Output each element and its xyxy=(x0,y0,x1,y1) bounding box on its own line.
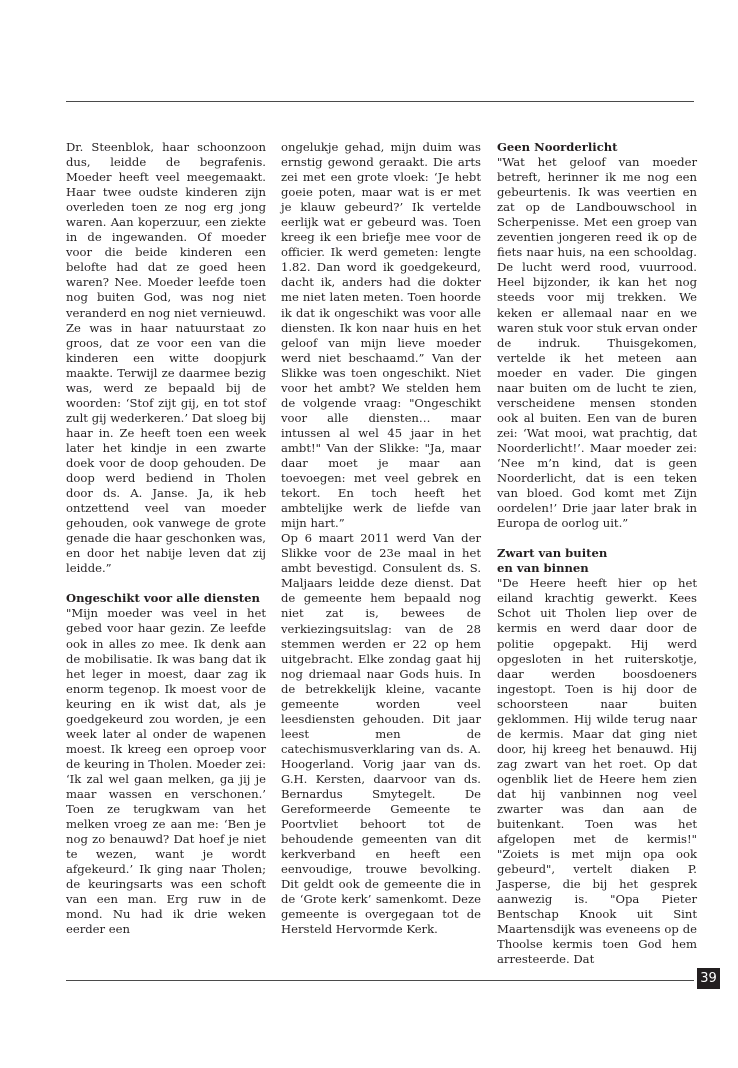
paragraph: ongelukje gehad, mijn duim was ernstig gewond geraakt. Die arts zei met een grote vloek: ‘Je hebt goeie poten, maar wat is er met je klauw gebeurd?’ Ik vertelde eerlijk wat er gebeurd was. Toen kreeg ik een briefje mee voor de officier. Ik werd gemeten: lengte 1.82. Dan word ik goedgekeurd, dacht ik, anders had die dokter me niet laten meten. Toen hoorde ik dat ik ongeschikt was voor alle diensten. Ik kon naar huis en het geloof van mijn lieve moeder werd niet beschaamd.” Van der Slikke was toen ongeschikt. Niet voor het ambt? We stelden hem de volgende vraag: "Ongeschikt voor alle diensten… maar intussen al wel 45 jaar in het ambt!" Van der Slikke: "Ja, maar daar moet je maar aan toevoegen: met veel gebrek en tekort. En toch heeft het ambtelijke werk de liefde van mijn hart.” xyxy=(281,140,481,531)
paragraph: "De Heere heeft hier op het eiland krachtig gewerkt. Kees Schot uit Tholen liep over de kermis en werd daar door de politie opgepakt. Hij werd opgesloten in het ruiterskotje, daar werden boosdoeners ingestopt. Toen is hij door de schoorsteen naar buiten geklommen. Hij wilde terug naar de kermis. Maar dat ging niet door, hij kreeg het benauwd. Hij zag zwart van het roet. Op dat ogenblik liet de Heere hem zien dat hij vanbinnen nog veel zwarter was dan aan de buitenkant. Toen was het afgelopen met de kermis!" "Zoiets is met mijn opa ook gebeurd", vertelt diaken P. Jasperse, die bij het gesprek aanwezig is. "Opa Pieter Bentschap Knook uit Sint Maartensdijk was eveneens op de Thoolse kermis toen God hem arresteerde. Dat xyxy=(497,576,697,967)
paragraph-gap xyxy=(497,531,697,546)
paragraph: "Mijn moeder was veel in het gebed voor haar gezin. Ze leefde ook in alles zo mee. Ik denk aan de mobilisatie. Ik was bang dat ik het leger in moest, daar zag ik enorm tegenop. Ik moest voor de keuring en ik wist dat, als je goedgekeurd zou worden, je een week later al onder de wapenen moest. Ik kreeg een oproep voor de keuring in Tholen. Moeder zei: ‘Ik zal wel gaan melken, ga jij je maar wassen en verschonen.’ Toen ze terugkwam van het melken vroeg ze aan me: ‘Ben je nog zo benauwd? Dat hoef je niet te wezen, want je wordt afgekeurd.’ Ik ging naar Tholen; de keuringsarts was een schoft van een man. Erg ruw in de mond. Nu had ik drie weken eerder een xyxy=(66,606,266,937)
top-rule xyxy=(66,101,694,102)
column-1 xyxy=(66,140,266,937)
section-heading: Geen Noorderlicht xyxy=(497,140,618,154)
paragraph: Op 6 maart 2011 werd Van der Slikke voor de 23e maal in het ambt bevestigd. Consulent ds. S. Maljaars leidde deze dienst. Dat de gemeente hem bepaald nog niet zat is, bewees de verkiezingsuitslag: van de 28 stemmen werden er 22 op hem uitgebracht. Elke zondag gaat hij nog driemaal naar Gods huis. In de betrekkelijk kleine, vacante gemeente worden veel leesdiensten gehouden. Dit jaar leest men de catechismusverklaring van ds. A. Hoogerland. Vorig jaar van ds. G.H. Kersten, daarvoor van ds. Bernardus Smytegelt. De Gereformeerde Gemeente te Poortvliet behoort tot de behoudende gemeenten van dit kerkverband en heeft een eenvoudige, trouwe bevolking. Dit geldt ook de gemeente die in de ‘Grote kerk’ samenkomt. Deze gemeente is overgegaan tot de Hersteld Hervormde Kerk. xyxy=(281,531,481,937)
paragraph: "Wat het geloof van moeder betreft, herinner ik me nog een gebeurtenis. Ik was veertien en zat op de Landbouwschool in Scherpenisse. Met een groep van zeventien jongeren reed ik op de fiets naar huis, na een schooldag. De lucht werd rood, vuurrood. Heel bijzonder, ik kan het nog steeds voor mij trekken. We keken er allemaal naar en we waren stuk voor stuk ervan onder de indruk. Thuisgekomen, vertelde ik het meteen aan moeder en vader. Die gingen naar buiten om de lucht te zien, verscheidene mensen stonden ook al buiten. Een van de buren zei: ‘Wat mooi, wat prachtig, dat Noorderlicht!’. Maar moeder zei: ‘Nee m’n kind, dat is geen Noorderlicht, dat is een teken van bloed. God komt met Zijn oordelen!’ Drie jaar later brak in Europa de oorlog uit.” xyxy=(497,155,697,531)
paragraph: Dr. Steenblok, haar schoonzoon dus, leidde de begrafenis. Moeder heeft veel meegemaakt. Haar twee oudste kinderen zijn overleden toen ze nog erg jong waren. Aan koperzuur, een ziekte in de ingewanden. Of moeder voor die beide kinderen een belofte had dat ze goed heen waren? Nee. Moeder leefde toen nog buiten God, was nog niet veranderd en nog niet vernieuwd. Ze was in haar natuurstaat zo groos, dat ze voor een van die kinderen een witte doopjurk maakte. Terwijl ze daarmee bezig was, werd ze bepaald bij de woorden: ‘Stof zijt gij, en tot stof zult gij wederkeren.’ Dat sloeg bij haar in. Ze heeft toen een week later het kindje in een zwarte doek voor de doop gehouden. De doop werd bediend in Tholen door ds. A. Janse. Ja, ik heb ontzettend veel van moeder gehouden, ook vanwege de grote genade die haar geschonken was, en door het nabije leven dat zij leidde.” xyxy=(66,140,266,576)
section-heading: Zwart van buiten xyxy=(497,546,608,561)
bottom-rule xyxy=(66,980,694,981)
column-3 xyxy=(497,140,697,968)
section-heading: en van binnen xyxy=(497,561,589,576)
paragraph-gap xyxy=(66,576,266,591)
page-number: 39 xyxy=(697,968,720,989)
column-2 xyxy=(281,140,481,937)
section-heading: Ongeschikt voor alle diensten xyxy=(66,591,260,606)
